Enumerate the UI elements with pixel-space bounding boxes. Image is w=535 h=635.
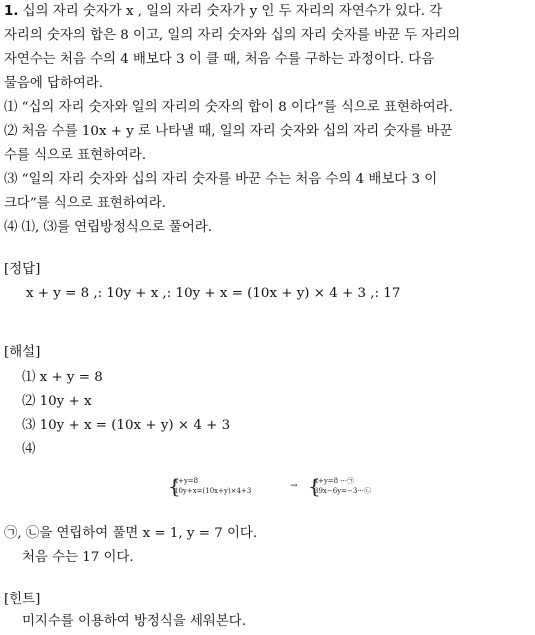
subquestion-1: ⑴ “십의 자리 숫자와 일의 자리의 숫자의 합이 8 이다”를 식으로 표현하여라. [4, 100, 453, 115]
solution-item-2: ⑵ 10y + x [22, 394, 92, 409]
solution-conclusion-2: 처음 수는 17 이다. [22, 550, 134, 565]
problem-line-4: 물음에 답하여라. [4, 76, 104, 91]
solution-item-3: ⑶ 10y + x = (10x + y) × 4 + 3 [22, 418, 231, 433]
equation-system-figure [168, 476, 378, 498]
system-left-eq-2: 10y+x=(10x+y)×4+3 [174, 487, 252, 495]
system-right-eq-1: x+y=8 ···㉠ [314, 477, 354, 485]
problem-text-1: 십의 자리 숫자가 x , 일의 자리 숫자가 y 인 두 자리의 자연수가 있다. 각 [22, 4, 443, 19]
system-left [174, 476, 251, 496]
right-brace: { [308, 474, 321, 498]
left-brace: { [168, 474, 181, 498]
subquestion-4: ⑷ ⑴, ⑶를 연립방정식으로 풀어라. [4, 220, 212, 235]
arrow-icon: → [290, 481, 298, 491]
hint-heading: [힌트] [4, 592, 41, 607]
subquestion-3-cont: 크다”를 식으로 표현하여라. [4, 196, 166, 211]
solution-item-1: ⑴ x + y = 8 [22, 370, 103, 385]
problem-number: 1. [4, 4, 19, 19]
system-right-eq-2: 39x−6y=−3···㉡ [314, 487, 371, 495]
subquestion-2-cont: 수를 식으로 표현하여라. [4, 148, 147, 163]
system-left-eq-1: x+y=8 [174, 477, 199, 485]
solution-heading: [해설] [4, 345, 41, 360]
system-right [314, 476, 371, 496]
problem-line-2: 자리의 숫자의 합은 8 이고, 일의 자리 숫자와 십의 자리 숫자를 바꾼 두 자리의 [4, 28, 461, 43]
answer-text: x + y = 8 ,: 10y + x ,: 10y + x = (10x + y) × 4 + 3 ,: 17 [26, 286, 401, 301]
problem-line-1 [4, 0, 533, 25]
solution-conclusion-1: ㉠, ㉡을 연립하여 풀면 x = 1, y = 7 이다. [4, 526, 258, 541]
answer-heading: [정답] [4, 262, 41, 277]
hint-text: 미지수를 이용하여 방정식을 세워본다. [22, 614, 246, 629]
solution-item-4: ⑷ [22, 442, 36, 457]
problem-line-3: 자연수는 처음 수의 4 배보다 3 이 클 때, 처음 수를 구하는 과정이다. 다음 [4, 52, 435, 67]
subquestion-3: ⑶ “일의 자리 숫자와 십의 자리 숫자를 바꾼 수는 처음 수의 4 배보다 3 이 [4, 172, 438, 187]
subquestion-2: ⑵ 처음 수를 10x + y 로 나타낼 때, 일의 자리 숫자와 십의 자리 숫자를 바꾼 [4, 124, 453, 139]
